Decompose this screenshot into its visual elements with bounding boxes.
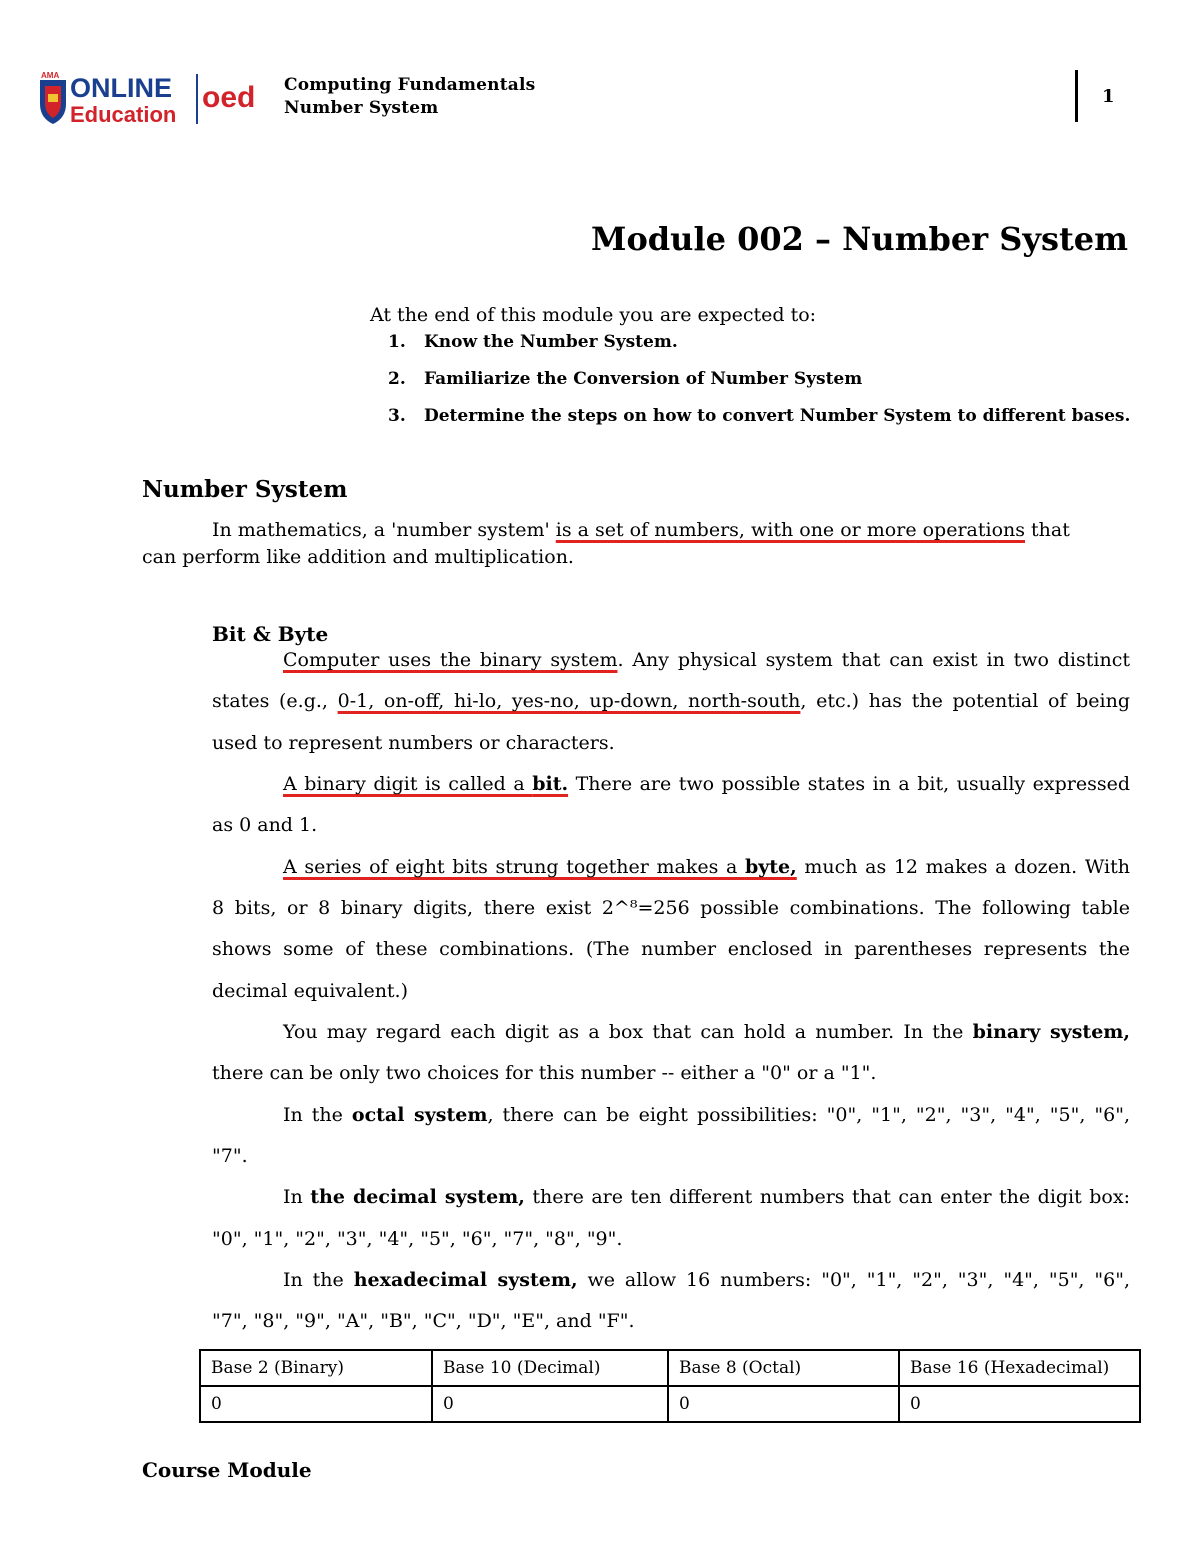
paragraph-line: states (e.g., 0-1, on-off, hi-lo, yes-no, up-down, north-south, etc.) has the potential of being <box>212 690 1130 712</box>
table-cell: 0 <box>200 1386 432 1422</box>
online-education-logo <box>36 70 272 126</box>
svg-text:ONLINE: ONLINE <box>70 73 173 103</box>
table-row <box>200 1386 1140 1422</box>
objectives-intro: At the end of this module you are expected to: <box>370 304 817 326</box>
objectives-list <box>388 332 1130 443</box>
header-course: Computing Fundamentals <box>284 75 536 95</box>
paragraph-line: In the decimal system, there are ten different numbers that can enter the digit box: <box>283 1186 1130 1208</box>
paragraph-line: "7", "8", "9", "A", "B", "C", "D", "E", and "F". <box>212 1310 635 1332</box>
number-base-table <box>199 1349 1141 1423</box>
paragraph-line: "7". <box>212 1145 248 1167</box>
shield-icon <box>36 70 272 126</box>
paragraph-line: can perform like addition and multiplication. <box>142 546 574 568</box>
table-header-cell: Base 2 (Binary) <box>200 1350 432 1386</box>
page-title: Module 002 – Number System <box>591 220 1128 258</box>
paragraph-line: In the octal system, there can be eight possibilities: "0", "1", "2", "3", "4", "5", "6", <box>283 1104 1130 1126</box>
table-cell: 0 <box>899 1386 1140 1422</box>
table-header-cell: Base 10 (Decimal) <box>432 1350 668 1386</box>
header-text <box>284 74 535 120</box>
list-item: 1. Know the Number System. <box>388 332 678 352</box>
page-number: 1 <box>1102 86 1115 107</box>
table-cell: 0 <box>668 1386 899 1422</box>
subsection-heading: Bit & Byte <box>212 622 329 646</box>
paragraph-line: A binary digit is called a bit. There are two possible states in a bit, usually expressed <box>283 773 1130 795</box>
svg-text:oed: oed <box>202 81 256 114</box>
paragraph-line: used to represent numbers or characters. <box>212 732 615 754</box>
footer-label: Course Module <box>142 1458 312 1482</box>
table-cell: 0 <box>432 1386 668 1422</box>
list-item: 2. Familiarize the Conversion of Number System <box>388 369 863 389</box>
paragraph-line: 8 bits, or 8 binary digits, there exist 2^⁸=256 possible combinations. The following table <box>212 897 1130 919</box>
table-header-row <box>200 1350 1140 1386</box>
paragraph-line: A series of eight bits strung together makes a byte, much as 12 makes a dozen. With <box>283 856 1130 878</box>
header-topic: Number System <box>284 98 439 118</box>
paragraph-line: In the hexadecimal system, we allow 16 numbers: "0", "1", "2", "3", "4", "5", "6", <box>283 1269 1131 1291</box>
paragraph-line: as 0 and 1. <box>212 814 318 836</box>
svg-text:AMA: AMA <box>41 71 60 80</box>
header-divider <box>1075 70 1078 122</box>
svg-text:Education: Education <box>70 102 177 126</box>
table-header-cell: Base 8 (Octal) <box>668 1350 899 1386</box>
paragraph-line: "0", "1", "2", "3", "4", "5", "6", "7", "8", "9". <box>212 1228 623 1250</box>
paragraph-line: decimal equivalent.) <box>212 980 409 1002</box>
paragraph-line: shows some of these combinations. (The number enclosed in parentheses represents the <box>212 938 1130 960</box>
paragraph-line: You may regard each digit as a box that can hold a number. In the binary system, <box>283 1021 1130 1043</box>
table-header-cell: Base 16 (Hexadecimal) <box>899 1350 1140 1386</box>
paragraph-line: Computer uses the binary system. Any physical system that can exist in two distinct <box>283 649 1130 671</box>
list-item: 3. Determine the steps on how to convert Number System to different bases. <box>388 406 1131 426</box>
paragraph-line: In mathematics, a 'number system' is a set of numbers, with one or more operations that <box>212 519 1070 541</box>
paragraph-line: there can be only two choices for this number -- either a "0" or a "1". <box>212 1062 877 1084</box>
section-heading: Number System <box>142 476 348 503</box>
